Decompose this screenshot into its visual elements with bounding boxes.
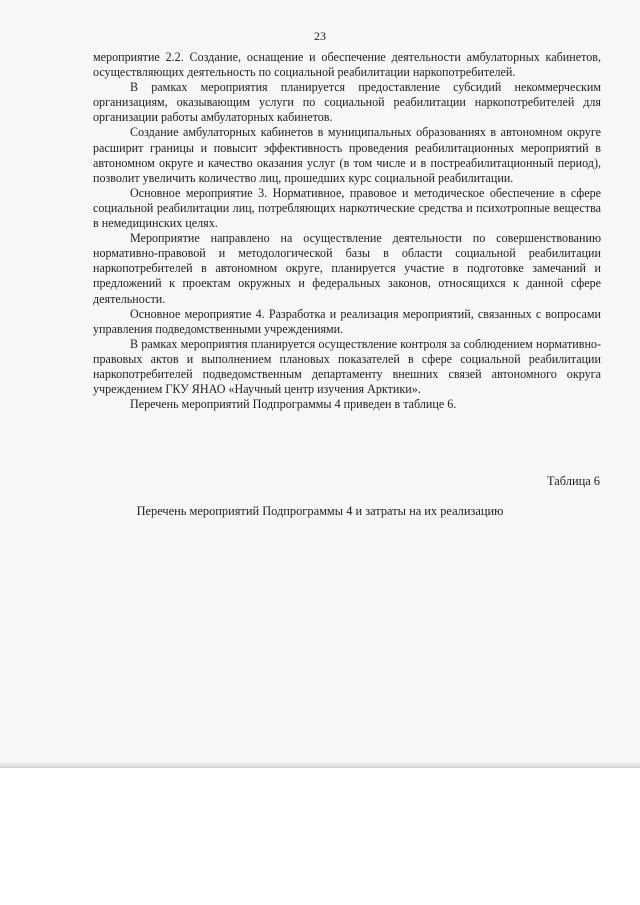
document-body (93, 50, 601, 412)
paragraph-control: В рамках мероприятия планируется осуществление контроля за соблюдением нормативно-правовых актов и выполнением плановых показателей в сфере социальной реабилитации наркопотребителей подведомственным департаменту внешних связей автономного округа учреждением ГКУ ЯНАО «Научный центр изучения Арктики». (93, 336, 601, 397)
paragraph-main-event-4: Основное мероприятие 4. Разработка и реализация мероприятий, связанных с вопросами управления подведомственными учреждениями. (93, 306, 601, 336)
paragraph-main-event-3: Основное мероприятие 3. Нормативное, правовое и методическое обеспечение в сфере социальной реабилитации лиц, потребляющих наркотические средства и психотропные вещества в немедицинских целях. (93, 185, 601, 231)
paragraph-event-2-2: мероприятие 2.2. Создание, оснащение и обеспечение деятельности амбулаторных кабинетов, осуществляющих деятельность по социальной реабилитации наркопотребителей. (93, 50, 601, 80)
page-number: 23 (314, 29, 326, 43)
paragraph-event-direction: Мероприятие направлено на осуществление деятельности по совершенствованию нормативно-правовой и методологической базы в области социальной реабилитации наркопотребителей в автономном округе, планируется участие в подготовке замечаний и предложений к проектам окружных и федеральных законов, относящихся к данной сфере деятельности. (93, 231, 601, 306)
paragraph-table-reference: Перечень мероприятий Подпрограммы 4 приведен в таблице 6. (130, 397, 457, 412)
paragraph-outpatient-offices: Создание амбулаторных кабинетов в муниципальных образованиях в автономном округе расширит границы и повысит эффективность проведения реабилитационных мероприятий в автономном округе и качество оказания услуг (в том числе и в постреабилитационный период), позволит увеличить количество лиц, прошедших курс социальной реабилитации. (93, 125, 601, 185)
paragraph-subsidies: В рамках мероприятия планируется предоставление субсидий некоммерческим организациям, оказывающим услуги по социальной реабилитации наркопотребителей для организации работы амбулаторных кабинетов. (93, 80, 601, 125)
table-title: Перечень мероприятий Подпрограммы 4 и затраты на их реализацию (136, 504, 504, 518)
table-caption: Таблица 6 (547, 474, 600, 488)
